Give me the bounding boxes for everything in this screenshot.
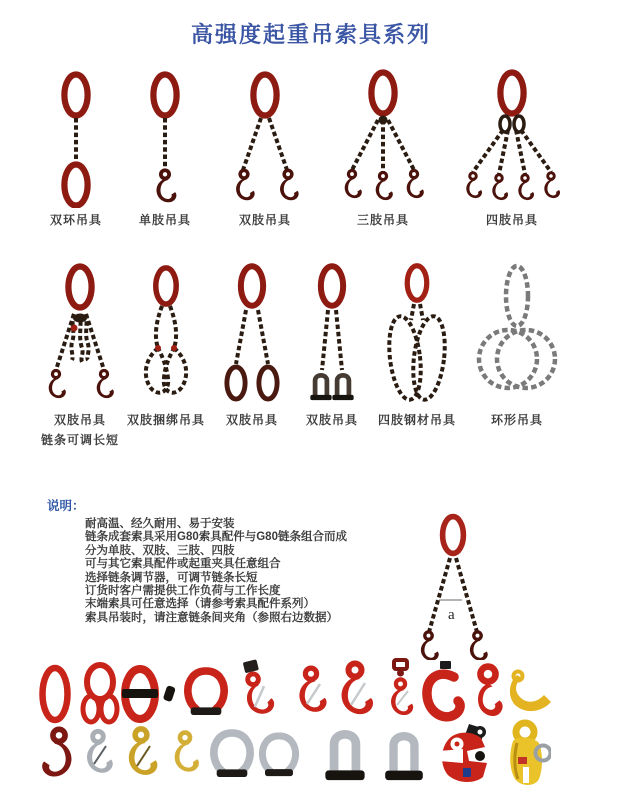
product-label-line1: 双肢吊具	[53, 413, 106, 427]
horizontal-plate-clamp-icon	[439, 721, 497, 785]
eye-hook-gold-icon	[168, 724, 202, 784]
four-leg-steel-sling-image	[367, 260, 467, 408]
notes-line: 索具吊装时，请注意链条间夹角（参照右边数据）	[85, 611, 338, 624]
product-label: 三肢吊具	[356, 213, 409, 227]
vertical-plate-clamp-icon	[503, 719, 551, 789]
four-leg-sling-image	[437, 66, 587, 208]
product-figure-four-leg-sling	[437, 66, 587, 230]
product-label: 单肢吊具	[138, 213, 191, 227]
product-label: 双环吊具	[49, 213, 102, 227]
eye-sling-hook-icon	[333, 659, 377, 723]
notes-line: 链条成套索具采用G80索具配件与G80链条组合而成	[85, 531, 347, 544]
product-figure-two-leg-choker-sling	[116, 260, 216, 430]
single-leg-sling-image	[125, 66, 205, 208]
swivel-hook-icon	[384, 657, 416, 725]
page-title: 高强度起重吊索具系列	[190, 22, 431, 47]
product-label: 双肢吊具	[305, 413, 358, 427]
notes-line: 耐高温、经久耐用、易于安装	[85, 518, 235, 530]
notes-angle-diagram	[398, 510, 508, 660]
hammerlock-connector-icon	[119, 664, 177, 724]
product-figure-single-leg-sling	[125, 66, 205, 230]
product-figure-four-leg-steel-sling	[367, 260, 467, 430]
three-leg-sling-image	[308, 66, 458, 208]
d-shackle-silver-icon	[381, 726, 427, 784]
endless-ring-sling-image	[462, 260, 572, 408]
product-figure-double-ring-sling	[36, 66, 116, 230]
product-label: 双肢吊具	[238, 213, 291, 227]
eye-hook-dark-icon	[35, 726, 81, 784]
angle-diagram-image	[398, 510, 508, 660]
product-label-line2: 链条可调长短	[40, 433, 119, 447]
notes-line: 分为单肢、双肢、三肢、四肢	[85, 544, 235, 557]
product-label: 四肢钢材吊具	[377, 413, 456, 427]
adjustable-two-leg-sling-image	[30, 260, 130, 408]
notes-lines	[85, 518, 347, 625]
product-label	[30, 410, 130, 450]
bow-shackle-silver-icon	[258, 729, 300, 783]
notes-line: 选择链条调节器，可调节链条长短	[85, 571, 258, 584]
bow-shackle-icon	[183, 664, 229, 722]
product-figure-three-leg-sling	[308, 66, 458, 230]
double-ring-sling-image	[36, 66, 116, 208]
foundry-c-hook-icon	[421, 660, 465, 724]
notes-line: 订货时客户需提供工作负荷与工作长度	[85, 585, 281, 598]
eye-hook-gold-latch-icon	[121, 724, 161, 784]
master-link-icon	[37, 663, 73, 725]
notes-line: 末端索具可任意选择（请参考索具配件系列）	[85, 598, 315, 611]
two-leg-sling-image	[205, 66, 325, 208]
notes-line: 可与其它索具配件或起重夹具任意组合	[85, 558, 281, 571]
product-figure-two-leg-sling	[205, 66, 325, 230]
product-label: 双肢吊具	[225, 413, 278, 427]
foundry-hook-yellow-icon	[505, 667, 557, 717]
product-label: 双肢捆绑吊具	[126, 413, 205, 427]
clevis-sling-hook-icon	[233, 658, 281, 724]
eye-self-locking-hook-icon	[472, 661, 504, 723]
bow-shackle-silver-icon	[209, 726, 255, 784]
eye-hook-silver-icon	[80, 724, 116, 784]
product-label: 四肢吊具	[485, 213, 538, 227]
master-link-assembly-icon	[78, 662, 122, 726]
notes-heading: 说明：	[47, 499, 85, 513]
product-figure-adjustable-two-leg-sling	[30, 260, 130, 450]
eye-sling-hook-icon	[292, 662, 330, 722]
product-figure-endless-ring-sling	[462, 260, 572, 430]
product-label: 环形吊具	[490, 413, 543, 427]
d-shackle-silver-icon	[321, 724, 369, 784]
two-leg-choker-sling-image	[116, 260, 216, 408]
angle-label: a	[448, 607, 455, 623]
